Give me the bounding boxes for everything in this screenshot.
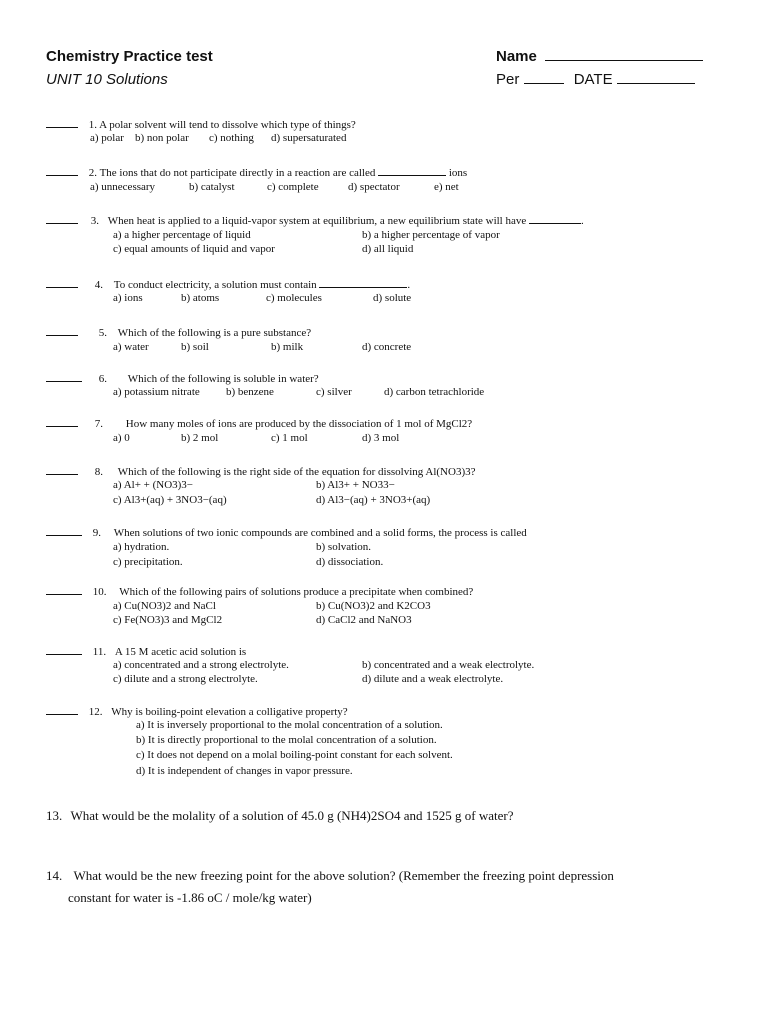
fill-blank[interactable] (378, 164, 446, 176)
option: c) complete (267, 181, 319, 193)
question-14 (46, 867, 614, 884)
answer-blank[interactable] (46, 524, 82, 536)
fill-blank[interactable] (529, 212, 581, 224)
question-text: Which of the following is the right side of the equation for dissolving Al(NO3)3? (117, 466, 476, 478)
answer-blank[interactable] (46, 164, 78, 176)
question-number: 1. (88, 119, 97, 131)
question-13 (46, 807, 514, 824)
question-5 (46, 324, 311, 340)
question-number: 13. (46, 808, 63, 823)
option: b) catalyst (189, 181, 235, 193)
option: b) a higher percentage of vapor (362, 229, 500, 241)
question-1 (46, 116, 356, 132)
option: d) dissociation. (316, 556, 384, 568)
worksheet-title: Chemistry Practice test (46, 48, 213, 65)
date-label: DATE (573, 71, 613, 88)
answer-blank[interactable] (46, 370, 82, 382)
option: b) milk (271, 341, 304, 353)
option: a) concentrated and a strong electrolyte. (113, 659, 289, 671)
option: b) non polar (135, 132, 189, 144)
question-number: 7. (94, 418, 103, 430)
option: c) nothing (209, 132, 254, 144)
question-3: 3. When heat is applied to a liquid-vapor system at equilibrium, a new equilibrium state will have . (46, 212, 584, 228)
option: c) equal amounts of liquid and vapor (113, 243, 275, 255)
name-blank[interactable] (545, 49, 703, 61)
answer-blank[interactable] (46, 116, 78, 128)
question-number: 9. (92, 527, 101, 539)
question-text: When heat is applied to a liquid-vapor system at equilibrium, a new equilibrium state will have (107, 215, 527, 227)
answer-blank[interactable] (46, 643, 82, 655)
option: d) carbon tetrachloride (384, 386, 485, 398)
unit-subtitle: UNIT 10 Solutions (46, 71, 168, 88)
question-text: How many moles of ions are produced by the dissociation of 1 mol of MgCl2? (125, 418, 473, 430)
option: a) Al+ + (NO3)3− (113, 479, 194, 491)
question-text: Which of the following is soluble in water? (127, 373, 319, 385)
option: c) 1 mol (271, 432, 308, 444)
answer-blank[interactable] (46, 324, 78, 336)
date-blank[interactable] (617, 72, 695, 84)
option: a) potassium nitrate (113, 386, 200, 398)
option: c) Fe(NO3)3 and MgCl2 (113, 614, 223, 626)
question-12 (46, 703, 348, 719)
question-number: 8. (94, 466, 103, 478)
answer-blank[interactable] (46, 463, 78, 475)
question-number: 12. (88, 706, 103, 718)
option: a) water (113, 341, 149, 353)
option: a) polar (90, 132, 124, 144)
question-text: A 15 M acetic acid solution is (114, 646, 247, 658)
per-label: Per (496, 71, 520, 88)
question-text-line-1: What would be the new freezing point for the above solution? (Remember the freezing point depression (73, 868, 614, 883)
option: a) hydration. (113, 541, 170, 553)
fill-blank[interactable] (319, 276, 407, 288)
question-number: 2. (88, 167, 97, 179)
name-label: Name (496, 48, 537, 65)
question-text: Which of the following is a pure substance? (117, 327, 312, 339)
option: b) solvation. (316, 541, 371, 553)
option: a) a higher percentage of liquid (113, 229, 251, 241)
question-text-line-2: constant for water is -1.86 oC / mole/kg water) (68, 890, 312, 905)
option: d) concrete (362, 341, 412, 353)
question-number: 14. (46, 868, 63, 883)
per-blank[interactable] (524, 72, 564, 84)
option: a) ions (113, 292, 143, 304)
option: a) 0 (113, 432, 130, 444)
option: b) benzene (226, 386, 274, 398)
option: c) precipitation. (113, 556, 183, 568)
question-2 (46, 164, 467, 180)
question-10 (46, 583, 473, 599)
question-text: The ions that do not participate directly in a reaction are called (99, 167, 376, 179)
question-number: 5. (98, 327, 107, 339)
option: d) 3 mol (362, 432, 400, 444)
question-text: To conduct electricity, a solution must contain (113, 279, 317, 291)
question-number: 6. (98, 373, 107, 385)
option: a) Cu(NO3)2 and NaCl (113, 600, 216, 612)
option: c) It does not depend on a molal boiling-point constant for each solvent. (136, 749, 453, 761)
option: a) unnecessary (90, 181, 156, 193)
question-4: 4. To conduct electricity, a solution must contain . (46, 276, 410, 292)
option: c) silver (316, 386, 352, 398)
option: b) Cu(NO3)2 and K2CO3 (316, 600, 431, 612)
option: c) Al3+(aq) + 3NO3−(aq) (113, 494, 227, 506)
option: d) solute (373, 292, 412, 304)
option: c) molecules (266, 292, 322, 304)
answer-blank[interactable] (46, 703, 78, 715)
option: b) It is directly proportional to the molal concentration of a solution. (136, 734, 437, 746)
option: b) 2 mol (181, 432, 219, 444)
question-number: 3. (90, 215, 99, 227)
option: d) CaCl2 and NaNO3 (316, 614, 412, 626)
question-8 (46, 463, 476, 479)
name-field[interactable] (496, 48, 703, 65)
option: d) spectator (348, 181, 400, 193)
option: a) It is inversely proportional to the molal concentration of a solution. (136, 719, 443, 731)
question-11 (46, 643, 246, 659)
option: d) supersaturated (271, 132, 347, 144)
option: d) all liquid (362, 243, 414, 255)
answer-blank[interactable] (46, 276, 78, 288)
question-6 (46, 370, 319, 386)
question-text: Why is boiling-point elevation a colligative property? (111, 706, 348, 718)
option: b) atoms (181, 292, 220, 304)
question-text: A polar solvent will tend to dissolve which type of things? (99, 119, 356, 131)
option: b) Al3+ + NO33− (316, 479, 395, 491)
question-text: When solutions of two ionic compounds are combined and a solid forms, the process is called (113, 527, 527, 539)
question-number: 10. (92, 586, 107, 598)
question-suffix: ions (448, 167, 468, 179)
answer-blank[interactable] (46, 212, 78, 224)
option: d) It is independent of changes in vapor pressure. (136, 765, 353, 777)
question-text: What would be the molality of a solution of 45.0 g (NH4)2SO4 and 1525 g of water? (70, 808, 514, 823)
option: c) dilute and a strong electrolyte. (113, 673, 258, 685)
answer-blank[interactable] (46, 415, 78, 427)
question-7 (46, 415, 472, 431)
question-number: 4. (94, 279, 103, 291)
answer-blank[interactable] (46, 583, 82, 595)
option: b) concentrated and a weak electrolyte. (362, 659, 535, 671)
question-text: Which of the following pairs of solutions produce a precipitate when combined? (119, 586, 474, 598)
option: d) dilute and a weak electrolyte. (362, 673, 504, 685)
question-number: 11. (92, 646, 107, 658)
option: d) Al3−(aq) + 3NO3+(aq) (316, 494, 431, 506)
option: e) net (434, 181, 459, 193)
option: b) soil (181, 341, 209, 353)
per-date-fields (496, 71, 695, 88)
question-9 (46, 524, 527, 540)
